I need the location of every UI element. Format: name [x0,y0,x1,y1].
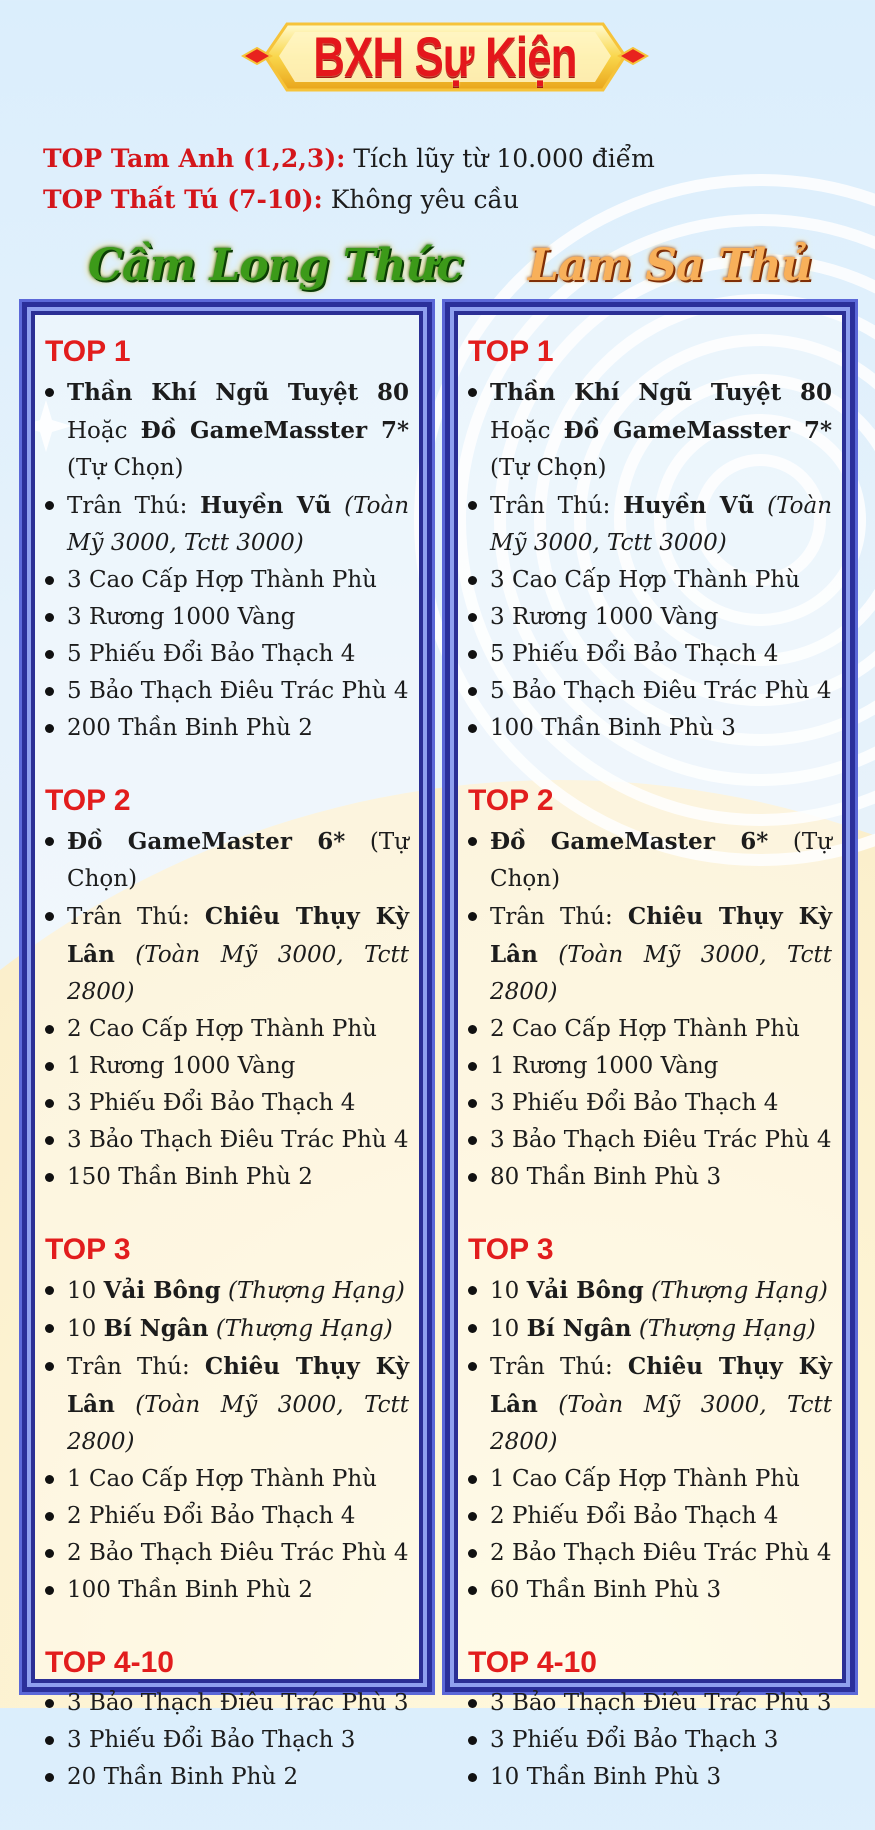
reward-panel-right [445,302,855,1790]
item-text: 5 Bảo Thạch Điêu Trác Phù 4 [67,678,409,704]
reward-section [468,1230,832,1609]
item-note: (Thượng Hạng) [227,1278,405,1304]
item-name-bold: Huyền Vũ [623,492,755,519]
item-text: Trân Thú: [490,1354,628,1380]
reward-item [45,1122,409,1159]
reward-item [45,1535,409,1572]
reward-item [468,1498,832,1535]
item-text: 150 Thần Binh Phù 2 [67,1164,313,1190]
reward-item [45,374,409,487]
reward-item [468,1572,832,1609]
reward-item [468,823,832,898]
reward-section [468,1643,832,1796]
reward-item [45,1348,409,1461]
reward-item [468,636,832,673]
item-text [644,1278,651,1304]
item-text: 3 Bảo Thạch Điêu Trác Phù 3 [67,1690,409,1716]
reward-item [468,562,832,599]
item-text [538,1392,559,1418]
item-text: Trân Thú: [490,493,624,519]
item-name-bold: Bí Ngân [103,1315,209,1342]
item-text: 2 Cao Cấp Hợp Thành Phù [490,1016,800,1042]
reward-items [45,1272,409,1609]
reward-item [468,1348,832,1461]
item-text: Hoặc [490,418,564,444]
reward-list [468,332,832,1830]
item-text: 10 [67,1316,104,1342]
character-title-right: Lam Sa Thủ [528,240,812,291]
item-text [538,942,559,968]
item-text: Trân Thú: [67,1354,205,1380]
reward-item [468,898,832,1011]
item-text: 3 Phiếu Đổi Bảo Thạch 3 [67,1727,356,1753]
reward-item [45,898,409,1011]
item-text: 10 [67,1278,104,1304]
item-text [754,493,767,519]
rank-heading: TOP 1 [468,335,554,368]
reward-panel-left [22,302,432,1790]
reward-items [468,1272,832,1609]
reward-item [468,599,832,636]
rank-heading: TOP 2 [45,784,131,817]
item-text: 2 Phiếu Đổi Bảo Thạch 4 [490,1503,779,1529]
reward-item [45,823,409,898]
reward-item [45,1272,409,1310]
item-name-bold: Huyền Vũ [200,492,332,519]
item-note: (Toàn Mỹ 3000, Tctt 2800) [67,942,409,1005]
title-banner [235,10,655,102]
item-text: 3 Bảo Thạch Điêu Trác Phù 4 [67,1127,409,1153]
item-note: (Thượng Hạng) [638,1316,816,1342]
reward-item [468,1011,832,1048]
reward-item [45,599,409,636]
reward-item [45,487,409,562]
reward-items [468,823,832,1196]
item-text: 2 Bảo Thạch Điêu Trác Phù 4 [67,1540,409,1566]
rank-heading: TOP 4-10 [45,1646,174,1679]
item-text: 5 Phiếu Đổi Bảo Thạch 4 [490,641,779,667]
reward-item [468,374,832,487]
reward-items [45,1685,409,1796]
item-name-bold: Chiêu Thụy Kỳ Lân [67,1353,409,1418]
item-text: 20 Thần Binh Phù 2 [67,1764,299,1790]
reward-item [45,1085,409,1122]
item-text: 2 Cao Cấp Hợp Thành Phù [67,1016,377,1042]
item-text: 10 Thần Binh Phù 3 [490,1764,722,1790]
item-note: (Toàn Mỹ 3000, Tctt 2800) [490,1392,832,1455]
intro-requirements [43,138,655,220]
item-text: 3 Phiếu Đổi Bảo Thạch 4 [490,1090,779,1116]
item-text: (Tự Chọn) [67,455,184,481]
requirement-text: Không yêu cầu [330,185,519,214]
reward-item [468,1272,832,1310]
reward-item [45,1159,409,1196]
item-text: (Tự Chọn) [490,455,607,481]
item-text: 3 Phiếu Đổi Bảo Thạch 4 [67,1090,356,1116]
item-text: 2 Phiếu Đổi Bảo Thạch 4 [67,1503,356,1529]
item-text: 1 Cao Cấp Hợp Thành Phù [490,1466,800,1492]
item-text: 100 Thần Binh Phù 2 [67,1577,313,1603]
item-note: (Toàn Mỹ 3000, Tctt 3000) [67,493,410,556]
item-text: 3 Cao Cấp Hợp Thành Phù [67,567,377,593]
item-text: (Tự Chọn) [67,829,409,892]
reward-section [45,332,409,747]
item-name-bold: Đồ GameMaster 6* [490,828,769,855]
rank-heading: TOP 1 [45,335,131,368]
reward-section [45,1643,409,1796]
item-note: (Thượng Hạng) [650,1278,828,1304]
item-text: 10 [490,1316,527,1342]
requirement-text: Tích lũy từ 10.000 điểm [353,144,655,173]
reward-item [45,1461,409,1498]
reward-item [45,710,409,747]
item-text: 5 Bảo Thạch Điêu Trác Phù 4 [490,678,832,704]
item-text: 3 Phiếu Đổi Bảo Thạch 3 [490,1727,779,1753]
reward-item [468,1122,832,1159]
reward-item [45,1722,409,1759]
item-name-bold: Đồ GameMaster 6* [67,828,346,855]
reward-item [468,1535,832,1572]
reward-item [468,1461,832,1498]
requirement-label: TOP Thất Tú (7-10): [43,185,323,214]
item-note: (Toàn Mỹ 3000, Tctt 2800) [67,1392,409,1455]
item-name-bold: Chiêu Thụy Kỳ Lân [490,1353,832,1418]
reward-item [45,1048,409,1085]
item-note: (Toàn Mỹ 3000, Tctt 2800) [490,942,832,1005]
reward-items [45,374,409,747]
character-title-left: Cầm Long Thức [88,240,463,291]
reward-item [468,1085,832,1122]
item-name-bold: Chiêu Thụy Kỳ Lân [490,903,832,968]
item-text: 3 Rương 1000 Vàng [67,604,296,630]
reward-item [45,562,409,599]
reward-item [468,1159,832,1196]
requirement-line [43,179,655,220]
item-text [331,493,344,519]
item-text: 3 Bảo Thạch Điêu Trác Phù 3 [490,1690,832,1716]
item-text: Hoặc [67,418,141,444]
item-text: 1 Rương 1000 Vàng [490,1053,719,1079]
item-text [115,1392,136,1418]
item-text: 60 Thần Binh Phù 3 [490,1577,722,1603]
reward-section [45,781,409,1196]
item-name-bold: Vải Bông [103,1277,221,1304]
rank-heading: TOP 4-10 [468,1646,597,1679]
reward-items [468,374,832,747]
reward-item [468,673,832,710]
reward-item [45,636,409,673]
reward-section [45,1230,409,1609]
item-note: (Thượng Hạng) [215,1316,393,1342]
item-text: 10 [490,1278,527,1304]
item-text: 200 Thần Binh Phù 2 [67,715,313,741]
reward-item [468,1685,832,1722]
reward-item [468,710,832,747]
rank-heading: TOP 3 [468,1233,554,1266]
item-name-bold: Thần Khí Ngũ Tuyệt 80 [67,379,409,406]
reward-item [45,1498,409,1535]
item-text: 3 Bảo Thạch Điêu Trác Phù 4 [490,1127,832,1153]
reward-item [468,487,832,562]
reward-item [45,1759,409,1796]
item-text: 100 Thần Binh Phù 3 [490,715,736,741]
item-text: Trân Thú: [67,493,201,519]
item-text: 1 Rương 1000 Vàng [67,1053,296,1079]
reward-items [468,1685,832,1796]
item-text: 3 Rương 1000 Vàng [490,604,719,630]
reward-item [468,1722,832,1759]
item-text: 3 Cao Cấp Hợp Thành Phù [490,567,800,593]
reward-section [468,332,832,747]
item-name-bold: Vải Bông [526,1277,644,1304]
item-text: 2 Bảo Thạch Điêu Trác Phù 4 [490,1540,832,1566]
reward-list [45,332,409,1830]
reward-item [45,1685,409,1722]
item-text: 5 Phiếu Đổi Bảo Thạch 4 [67,641,356,667]
reward-item [45,673,409,710]
reward-items [45,823,409,1196]
reward-item [45,1572,409,1609]
reward-item [45,1011,409,1048]
item-text [632,1316,639,1342]
item-name-bold: Bí Ngân [526,1315,632,1342]
reward-item [468,1759,832,1796]
item-text [221,1278,228,1304]
item-name-bold: Thần Khí Ngũ Tuyệt 80 [490,379,832,406]
item-text [115,942,136,968]
item-note: (Toàn Mỹ 3000, Tctt 3000) [490,493,833,556]
item-text: Trân Thú: [67,904,205,930]
rank-heading: TOP 3 [45,1233,131,1266]
reward-item [468,1048,832,1085]
item-name-bold: Đồ GameMasster 7* [563,417,833,444]
item-name-bold: Chiêu Thụy Kỳ Lân [67,903,409,968]
item-name-bold: Đồ GameMasster 7* [140,417,410,444]
rank-heading: TOP 2 [468,784,554,817]
reward-section [468,781,832,1196]
page-title: BXH Sự Kiện [313,24,577,88]
reward-item [468,1310,832,1348]
requirement-line [43,138,655,179]
item-text: Trân Thú: [490,904,628,930]
item-text: (Tự Chọn) [490,829,832,892]
requirement-label: TOP Tam Anh (1,2,3): [43,144,346,173]
reward-item [45,1310,409,1348]
item-text: 1 Cao Cấp Hợp Thành Phù [67,1466,377,1492]
item-text: 80 Thần Binh Phù 3 [490,1164,722,1190]
item-text [209,1316,216,1342]
